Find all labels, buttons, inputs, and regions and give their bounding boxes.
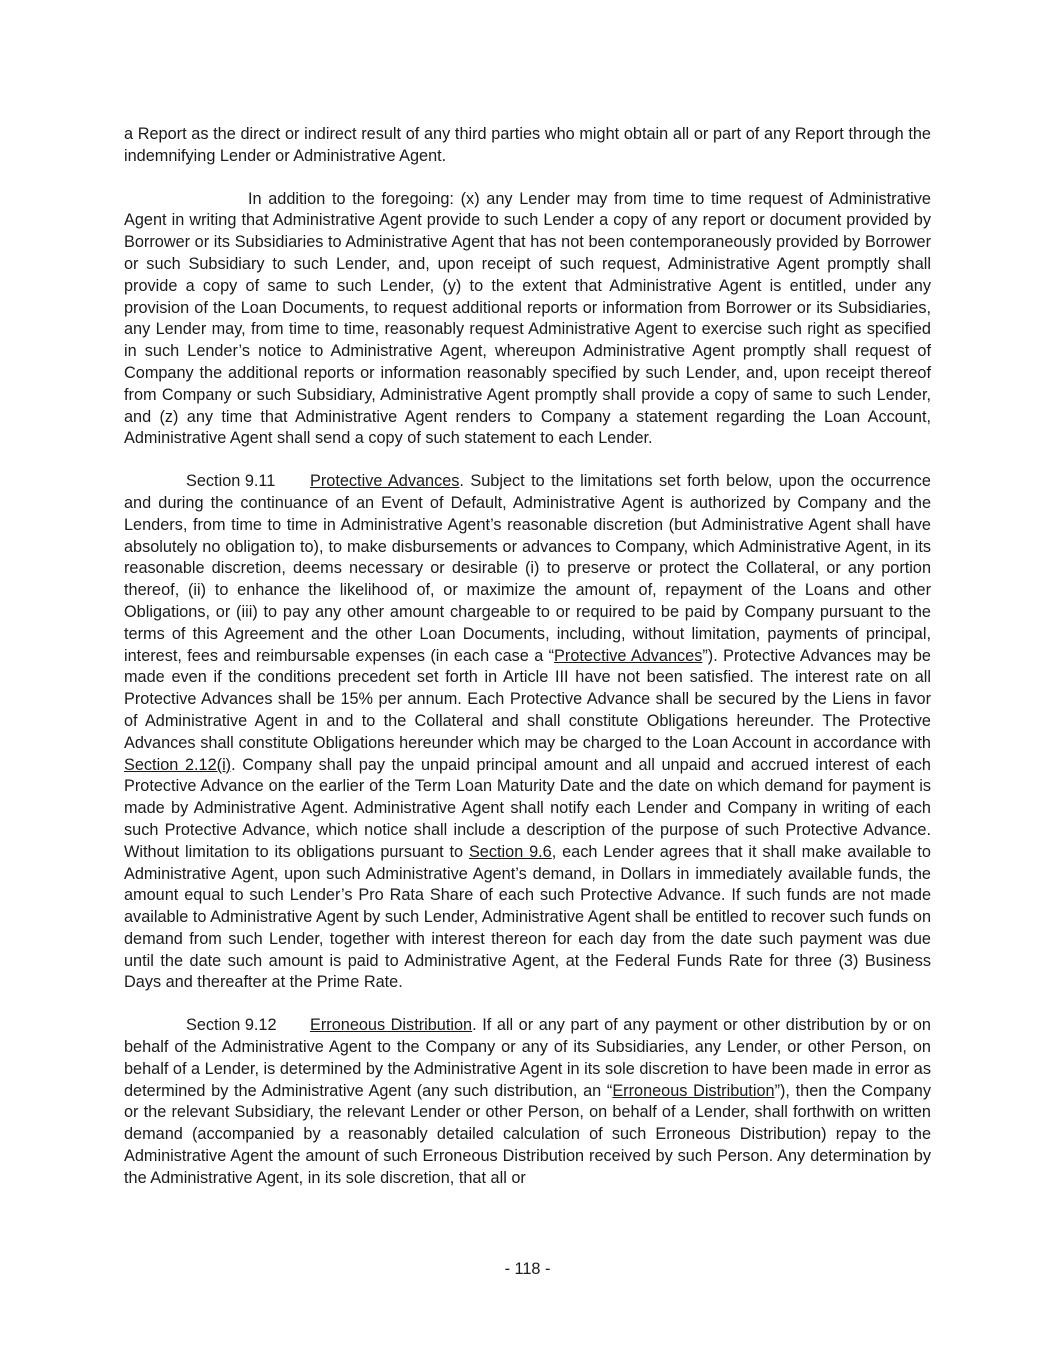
section-text: . If all or any part of any payment or other distribution by or on behalf of the Administrative Agent to the Company or any of its Subsidiaries, any Lender, or other Person, on behalf of a Lender, is determined by the Administrative Agent in its sole discretion to have been made in error as determined by the Administrative Agent (any such distribution, an “	[124, 1016, 931, 1100]
section-number: Section 9.11	[186, 472, 276, 491]
section-number: Section 9.12	[186, 1016, 277, 1035]
paragraph-report-continuation: a Report as the direct or indirect result of any third parties who might obtain all or part of any Report through the indemnifying Lender or Administrative Agent.	[124, 125, 931, 165]
section-title: Erroneous Distribution	[310, 1016, 473, 1035]
section-9-11	[124, 471, 931, 994]
section-text: ”), then the Company or the relevant Subsidiary, the relevant Lender or other Person, on behalf of a Lender, shall forthwith on written demand (accompanied by a reasonably detailed calculation of such Erroneous Distribution) repay to the Administrative Agent the amount of such Erroneous Distribution received by such Person. Any determination by the Administrative Agent, in its sole discretion, that all or	[124, 1081, 931, 1187]
document-page	[124, 124, 931, 1211]
defined-term: Erroneous Distribution	[612, 1081, 775, 1100]
paragraph-foregoing: In addition to the foregoing: (x) any Lender may from time to time request of Administrative Agent in writing that Administrative Agent provide to such Lender a copy of any report or document provided by Borrower or its Subsidiaries to Administrative Agent that has not been contemporaneously provided by Borrower or such Subsidiary to such Lender, and, upon receipt of such request, Administrative Agent promptly shall provide a copy of same to such Lender, (y) to the extent that Administrative Agent is entitled, under any provision of the Loan Documents, to request additional reports or information from Borrower or its Subsidiaries, any Lender may, from time to time, reasonably request Administrative Agent to exercise such right as specified in such Lender’s notice to Administrative Agent, whereupon Administrative Agent promptly shall request of Company the additional reports or information reasonably specified by such Lender, and, upon receipt thereof from Company or such Subsidiary, Administrative Agent promptly shall provide a copy of same to such Lender, and (z) any time that Administrative Agent renders to Company a statement regarding the Loan Account, Administrative Agent shall send a copy of such statement to each Lender.	[124, 189, 931, 448]
section-text: . Subject to the limitations set forth below, upon the occurrence and during the continuance of an Event of Default, Administrative Agent is authorized by Company and the Lenders, from time to time in Administrative Agent’s reasonable discretion (but Administrative Agent shall have absolutely no obligation to), to make disbursements or advances to Company, which Administrative Agent, in its reasonable discretion, deems necessary or desirable (i) to preserve or protect the Collateral, or any portion thereof, (ii) to enhance the likelihood of, or maximize the amount of, repayment of the Loans and other Obligations, or (iii) to pay any other amount chargeable to or required to be paid by Company pursuant to the terms of this Agreement and the other Loan Documents, including, without limitation, payments of principal, interest, fees and reimbursable expenses (in each case a “	[124, 472, 931, 665]
section-text: , each Lender agrees that it shall make available to Administrative Agent, upon such Administrative Agent’s demand, in Dollars in immediately available funds, the amount equal to such Lender’s Pro Rata Share of each such Protective Advance. If such funds are not made available to Administrative Agent by such Lender, Administrative Agent shall be entitled to recover such funds on demand from such Lender, together with interest thereon for each day from the date such payment was due until the date such amount is paid to Administrative Agent, at the Federal Funds Rate for three (3) Business Days and thereafter at the Prime Rate.	[124, 842, 931, 992]
cross-reference: Section 2.12(i)	[124, 755, 232, 774]
section-text: . Company shall pay the unpaid principal amount and all unpaid and accrued interest of each Protective Advance on the earlier of the Term Loan Maturity Date and the date on which demand for payment is made by Administrative Agent. Administrative Agent shall notify each Lender and Company in writing of each such Protective Advance, which notice shall include a description of the purpose of such Protective Advance. Without limitation to its obligations pursuant to	[124, 755, 931, 861]
section-text: ”). Protective Advances may be made even if the conditions precedent set forth in Article III have not been satisfied. The interest rate on all Protective Advances shall be 15% per annum. Each Protective Advance shall be secured by the Liens in favor of Administrative Agent in and to the Collateral and shall constitute Obligations hereunder. The Protective Advances shall constitute Obligations hereunder which may be charged to the Loan Account in accordance with	[124, 646, 931, 752]
section-title: Protective Advances	[310, 472, 460, 491]
defined-term: Protective Advances	[554, 646, 703, 665]
page-number: - 118 -	[504, 1260, 551, 1278]
section-9-12	[124, 1015, 931, 1189]
cross-reference: Section 9.6	[468, 842, 552, 861]
